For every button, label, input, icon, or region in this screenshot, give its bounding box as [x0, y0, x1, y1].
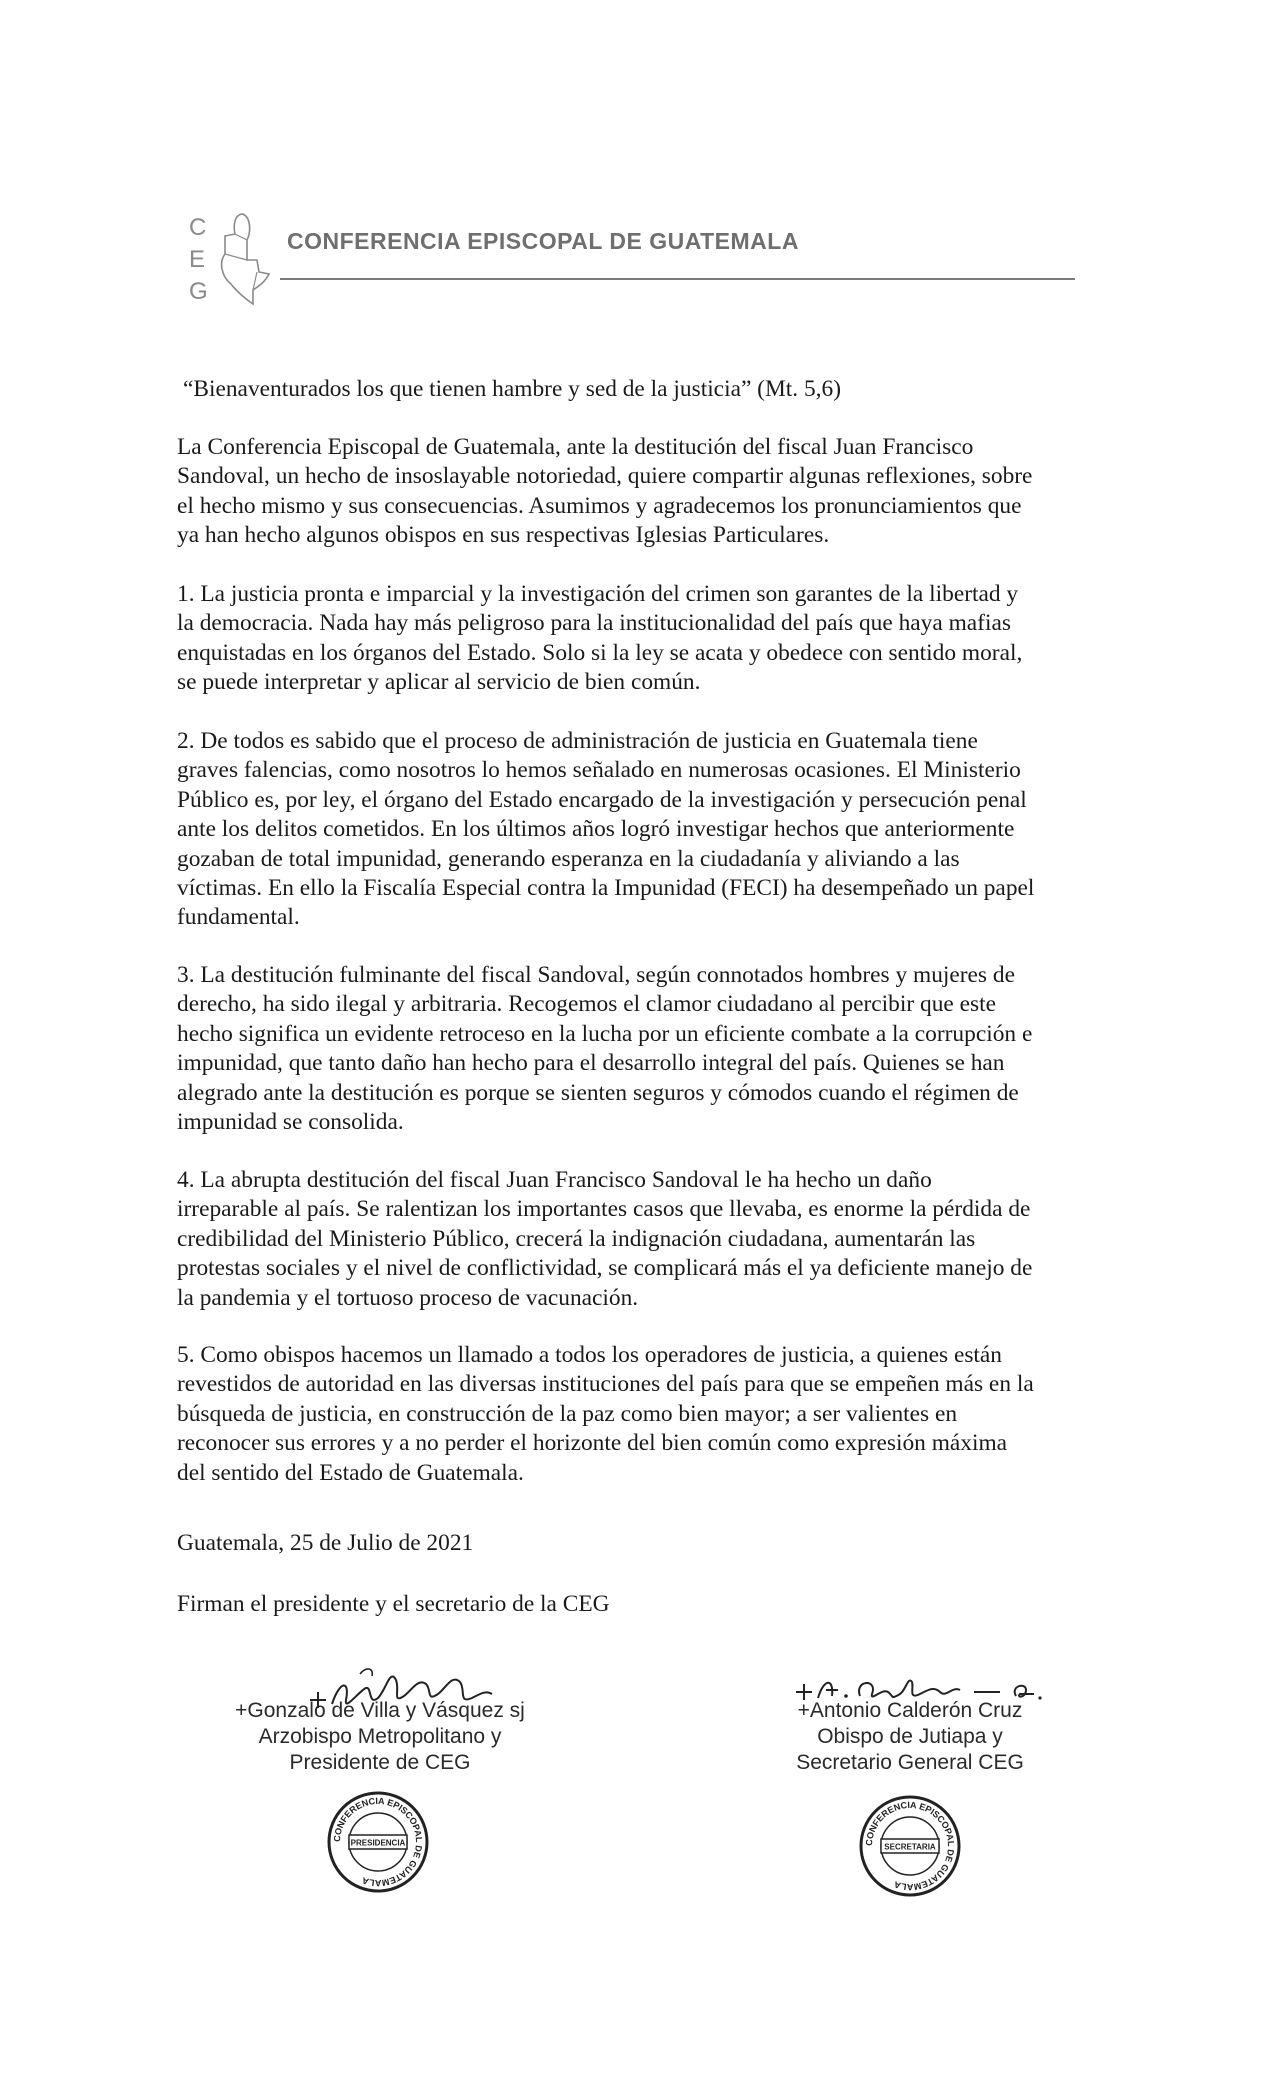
logo-initials	[189, 212, 209, 308]
text-line: gozaban de total impunidad, generando esperanza en la ciudadanía y aliviando a las	[177, 845, 960, 872]
point-3-paragraph	[177, 961, 1112, 1137]
text-line: 5. Como obispos hacemos un llamado a todos los operadores de justicia, a quienes están	[177, 1342, 1002, 1368]
guatemala-map-logo-icon	[213, 210, 273, 310]
signer-title: Obispo de Jutiapa y	[817, 1725, 1003, 1748]
text-line: alegrado ante la destitución es porque se sienten seguros y cómodos cuando el régimen de	[177, 1079, 1019, 1106]
text-line: La Conferencia Episcopal de Guatemala, ante la destitución del fiscal Juan Francisco	[177, 434, 974, 460]
text-line: enquistadas en los órganos del Estado. Solo si la ley se acata y obedece con sentido moral,	[177, 639, 1023, 666]
text-line: ya han hecho algunos obispos en sus respectivas Iglesias Particulares.	[177, 522, 830, 549]
text-line: del sentido del Estado de Guatemala.	[177, 1459, 524, 1486]
point-2-paragraph	[177, 727, 1112, 933]
text-line: revestidos de autoridad en las diversas instituciones del país para que se empeñen más en la	[177, 1371, 1034, 1398]
point-5-paragraph	[177, 1341, 1112, 1488]
logo-letter: C	[189, 214, 207, 241]
text-line: se puede interpretar y aplicar al servicio de bien común.	[177, 669, 701, 696]
text-line: 4. La abrupta destitución del fiscal Juan Francisco Sandoval le ha hecho un daño	[177, 1167, 932, 1193]
date-line: Guatemala, 25 de Julio de 2021	[177, 1530, 474, 1556]
seal-ring-text: CONFERENCIA EPISCOPAL DE GUATEMALA	[331, 1795, 425, 1889]
text-line: impunidad, que tanto daño han hecho para el desarrollo integral del país. Quienes se han	[177, 1050, 1005, 1077]
text-line: Público es, por ley, el órgano del Estado encargado de la investigación y persecución penal	[177, 786, 1027, 813]
text-line: 1. La justicia pronta e imparcial y la investigación del crimen son garantes de la libertad y	[177, 581, 1019, 607]
signer-role: Secretario General CEG	[796, 1751, 1024, 1774]
epigraph-quote: “Bienaventurados los que tienen hambre y sed de la justicia” (Mt. 5,6)	[183, 376, 841, 402]
text-line: fundamental.	[177, 904, 300, 931]
text-line: la democracia. Nada hay más peligroso para la institucionalidad del país que haya mafias	[177, 610, 1011, 637]
seal-secretaria-icon	[858, 1794, 962, 1898]
text-line: 2. De todos es sabido que el proceso de administración de justicia en Guatemala tiene	[177, 728, 978, 754]
signer-title: Arzobispo Metropolitano y	[258, 1725, 502, 1748]
letterhead-divider	[280, 278, 1075, 280]
text-line: graves falencias, como nosotros lo hemos señalado en numerosas ocasiones. El Ministerio	[177, 757, 1021, 784]
point-1-paragraph	[177, 580, 1112, 698]
text-line: hecho significa un evidente retroceso en la lucha por un eficiente combate a la corrupción e	[177, 1020, 1033, 1047]
text-line: ante los delitos cometidos. En los últimos años logró investigar hechos que anteriormente	[177, 816, 1015, 843]
logo-letter: G	[189, 278, 208, 305]
seal-center-text: SECRETARIA	[884, 1842, 936, 1852]
signers-intro: Firman el presidente y el secretario de la CEG	[177, 1591, 610, 1617]
text-line: búsqueda de justicia, en construcción de la paz como bien mayor; a ser valientes en	[177, 1400, 958, 1427]
seal-presidencia-icon	[326, 1790, 430, 1894]
seal-center-text: PRESIDENCIA	[350, 1838, 406, 1848]
logo-letter: E	[189, 246, 206, 273]
org-name: CONFERENCIA EPISCOPAL DE GUATEMALA	[287, 228, 799, 254]
signature-block-president	[195, 1698, 565, 1776]
letterhead	[185, 210, 1085, 310]
signer-role: Presidente de CEG	[289, 1751, 471, 1774]
signer-name: +Antonio Calderón Cruz	[797, 1699, 1023, 1722]
text-line: 3. La destitución fulminante del fiscal Sandoval, según connotados hombres y mujeres de	[177, 962, 1015, 988]
text-line: Sandoval, un hecho de insoslayable notoriedad, quiere compartir algunas reflexiones, sobre	[177, 463, 1033, 490]
text-line: derecho, ha sido ilegal y arbitraria. Recogemos el clamor ciudadano al percibir que este	[177, 991, 996, 1018]
text-line: protestas sociales y el nivel de conflictividad, se complicará más el ya deficiente manejo de	[177, 1255, 1033, 1282]
seal-ring-text: CONFERENCIA EPISCOPAL DE GUATEMALA	[863, 1799, 957, 1893]
text-line: impunidad se consolida.	[177, 1109, 404, 1136]
text-line: irreparable al país. Se ralentizan los importantes casos que llevaba, es enorme la pérdida de	[177, 1196, 1031, 1223]
point-4-paragraph	[177, 1166, 1112, 1313]
text-line: la pandemia y el tortuoso proceso de vacunación.	[177, 1284, 639, 1311]
signer-name: +Gonzalo de Villa y Vásquez sj	[235, 1699, 525, 1722]
intro-paragraph	[177, 433, 1112, 551]
text-line: reconocer sus errores y a no perder el horizonte del bien común como expresión máxima	[177, 1430, 1008, 1457]
text-line: víctimas. En ello la Fiscalía Especial contra la Impunidad (FECI) ha desempeñado un papel	[177, 875, 1035, 902]
text-line: credibilidad del Ministerio Público, crecerá la indignación ciudadana, aumentarán las	[177, 1225, 976, 1252]
signature-block-secretary	[745, 1698, 1075, 1776]
text-line: el hecho mismo y sus consecuencias. Asumimos y agradecemos los pronunciamientos que	[177, 492, 1022, 519]
